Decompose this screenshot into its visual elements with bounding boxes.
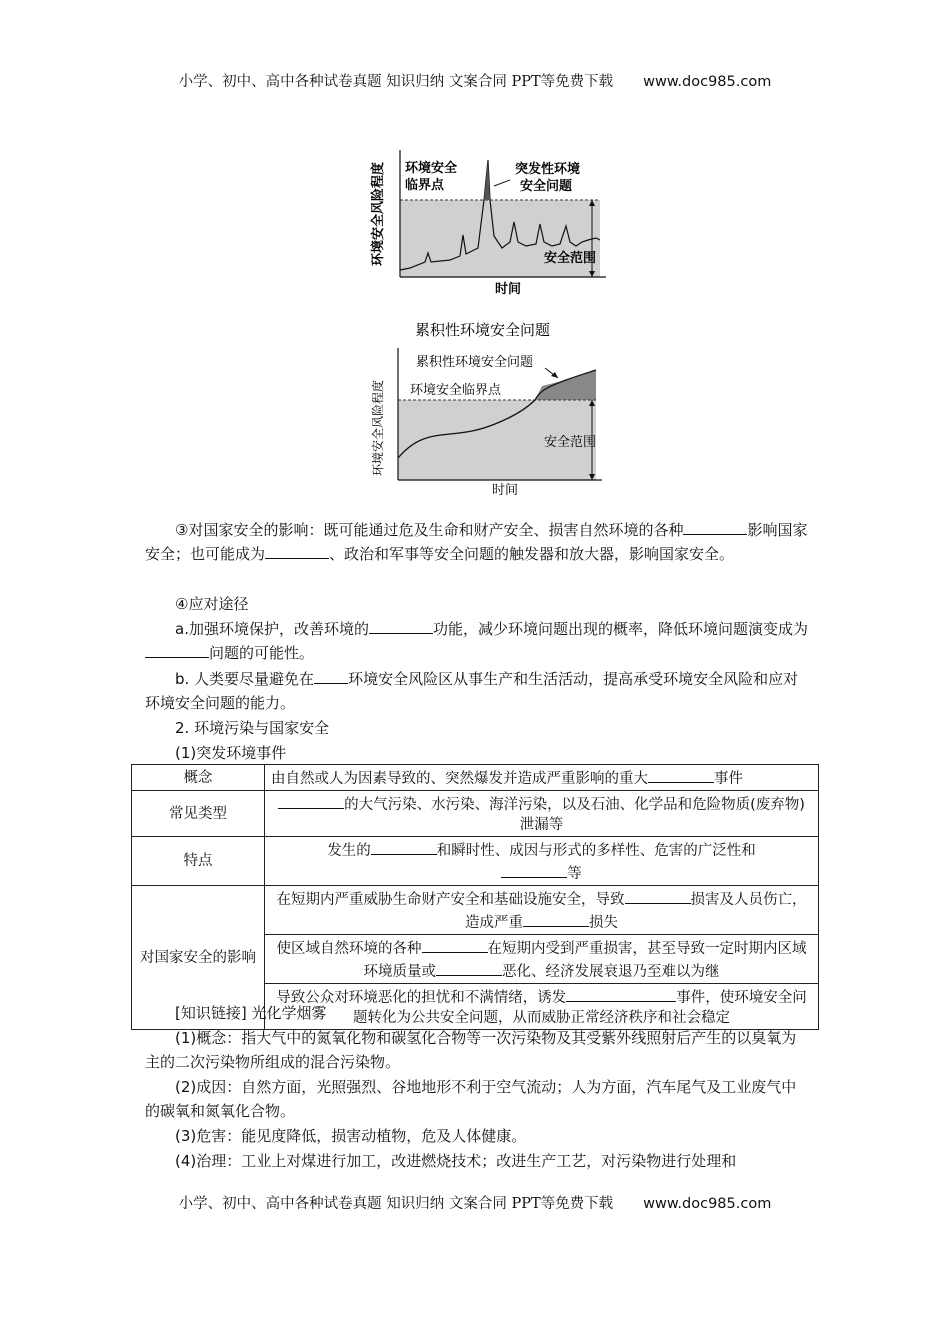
impact-text-1: ③对国家安全的影响：既可能通过危及生命和财产安全、损害自然环境的各种 [175, 521, 684, 539]
impact-text-3: 、政治和军事等安全问题的触发器和放大器，影响国家安全。 [329, 545, 735, 563]
paragraph-coping-title: ④应对途径 [175, 595, 249, 613]
coping-a-text-2: 功能，减少环境问题出现的概率，降低环境问题演变成为 [432, 620, 808, 638]
fig2-range-label: 安全范围 [544, 435, 597, 450]
cell-text: 等 [567, 866, 582, 882]
cell-text: 在短期内严重威胁生命财产安全和基础设施安全，导致 [276, 892, 625, 908]
blank[interactable] [422, 936, 488, 953]
table-cell [265, 935, 819, 984]
paragraph-impact [145, 518, 810, 566]
header-text: 小学、初中、高中各种试卷真题 知识归纳 文案合同 PPT等免费下载 [178, 74, 614, 90]
blank[interactable] [278, 792, 344, 809]
fig2-threshold-label: 环境安全临界点 [410, 383, 502, 398]
coping-a-text-1: a.加强环境保护，改善环境的 [175, 620, 369, 638]
blank[interactable] [371, 838, 437, 855]
table-label: 对国家安全的影响 [132, 886, 265, 1030]
table-row [132, 886, 819, 935]
section-2-1-title: (1)突发环境事件 [175, 744, 287, 762]
cumulative-area [535, 370, 596, 400]
fig2-title: 累积性环境安全问题 [415, 321, 551, 339]
cell-text: 由自然或人为因素导致的、突然爆发并造成严重影响的重大 [271, 771, 648, 787]
table-label: 概念 [132, 765, 265, 791]
table-cell [265, 791, 819, 837]
footer-text: 小学、初中、高中各种试卷真题 知识归纳 文案合同 PPT等免费下载 [178, 1196, 614, 1212]
blank[interactable] [501, 861, 567, 878]
fig2-xlabel: 时间 [492, 483, 519, 498]
fig1-sudden-label-2: 安全问题 [520, 179, 573, 194]
table-cell [265, 765, 819, 791]
table-row [132, 837, 819, 886]
cell-text: 发生的 [327, 843, 371, 859]
page-footer [0, 1192, 950, 1213]
cell-text: 导致公众对环境恶化的担忧和不满情绪，诱发 [276, 990, 567, 1006]
cell-text: 恶化、经济发展衰退乃至难以为继 [502, 964, 720, 980]
table-cell [265, 886, 819, 935]
fig2-ylabel: 环境安全风险程度 [371, 379, 385, 477]
fig1-threshold-label-2: 临界点 [405, 178, 445, 193]
coping-b-text-2: 环境安全风险区从事生产和生活活动，提高承受环境安全风险和应对环境安全问题的能力。 [145, 670, 799, 712]
blank[interactable] [369, 617, 433, 634]
fig2-cumulative-label: 累积性环境安全问题 [416, 355, 534, 370]
table-row [132, 791, 819, 837]
coping-a-text-3: 问题的可能性。 [209, 644, 315, 662]
figure-cumulative [370, 318, 610, 502]
cell-text: 损失 [589, 915, 618, 931]
blank[interactable] [523, 910, 589, 927]
impact-text-2: 影响国家安全；也可能成为 [145, 521, 808, 563]
cell-text: 事件，使环境安全问题转化为公共安全问题，从而威胁正常经济秩序和社会稳定 [353, 990, 807, 1026]
section-2-title: 2. 环境污染与国家安全 [175, 719, 330, 737]
table-cell [265, 837, 819, 886]
blank[interactable] [265, 542, 329, 559]
blank[interactable] [145, 641, 209, 658]
cell-text: 使区域自然环境的各种 [276, 941, 422, 957]
cell-text: 事件 [714, 771, 743, 787]
link-title: [知识链接] 光化学烟雾 [175, 1004, 327, 1022]
link-concept: (1)概念：指大气中的氮氧化物和碳氢化合物等一次污染物及其受紫外线照射后产生的以臭氧为主的二次污染物所组成的混合污染物。 [145, 1029, 797, 1071]
cell-text: 的大气污染、水污染、海洋污染，以及石油、化学品和危险物质(废弃物)泄漏等 [344, 797, 805, 833]
fig1-ylabel: 环境安全风险程度 [371, 161, 386, 267]
cell-text: 和瞬时性、成因与形式的多样性、危害的广泛性和 [436, 843, 756, 859]
paragraph-coping-a [145, 617, 810, 665]
figure-sudden [370, 150, 610, 304]
link-harm: (3)危害：能见度降低，损害动植物，危及人体健康。 [175, 1127, 527, 1145]
link-treatment: (4)治理：工业上对煤进行加工，改进燃烧技术；改进生产工艺，对污染物进行处理和 [175, 1152, 737, 1170]
footer-site: www.doc985.com [643, 1196, 772, 1212]
blank[interactable] [648, 766, 714, 783]
link-cause: (2)成因：自然方面，光照强烈、谷地地形不利于空气流动；人为方面，汽车尾气及工业废气中的碳氧和氮氧化合物。 [145, 1078, 797, 1120]
emergency-table [131, 764, 819, 1030]
page-header [0, 70, 950, 91]
table-label: 特点 [132, 837, 265, 886]
coping-b-text-1: b. 人类要尽量避免在 [175, 670, 315, 688]
fig1-xlabel: 时间 [495, 282, 522, 297]
fig1-sudden-label-1: 突发性环境 [515, 162, 581, 177]
blank[interactable] [625, 887, 691, 904]
fig1-range-label: 安全范围 [544, 251, 597, 266]
cell-text: 损害及人员伤亡，造成严重 [465, 892, 807, 931]
blank[interactable] [436, 959, 502, 976]
table-label: 常见类型 [132, 791, 265, 837]
cell-text: 在短期内受到严重损害，甚至导致一定时期内区域环境质量或 [363, 941, 807, 980]
fig1-threshold-label-1: 环境安全 [405, 161, 458, 176]
table-row [132, 765, 819, 791]
blank[interactable] [683, 518, 747, 535]
blank[interactable] [566, 985, 676, 1002]
header-site: www.doc985.com [643, 74, 772, 90]
paragraph-coping-b [145, 667, 810, 715]
blank[interactable] [314, 667, 348, 684]
